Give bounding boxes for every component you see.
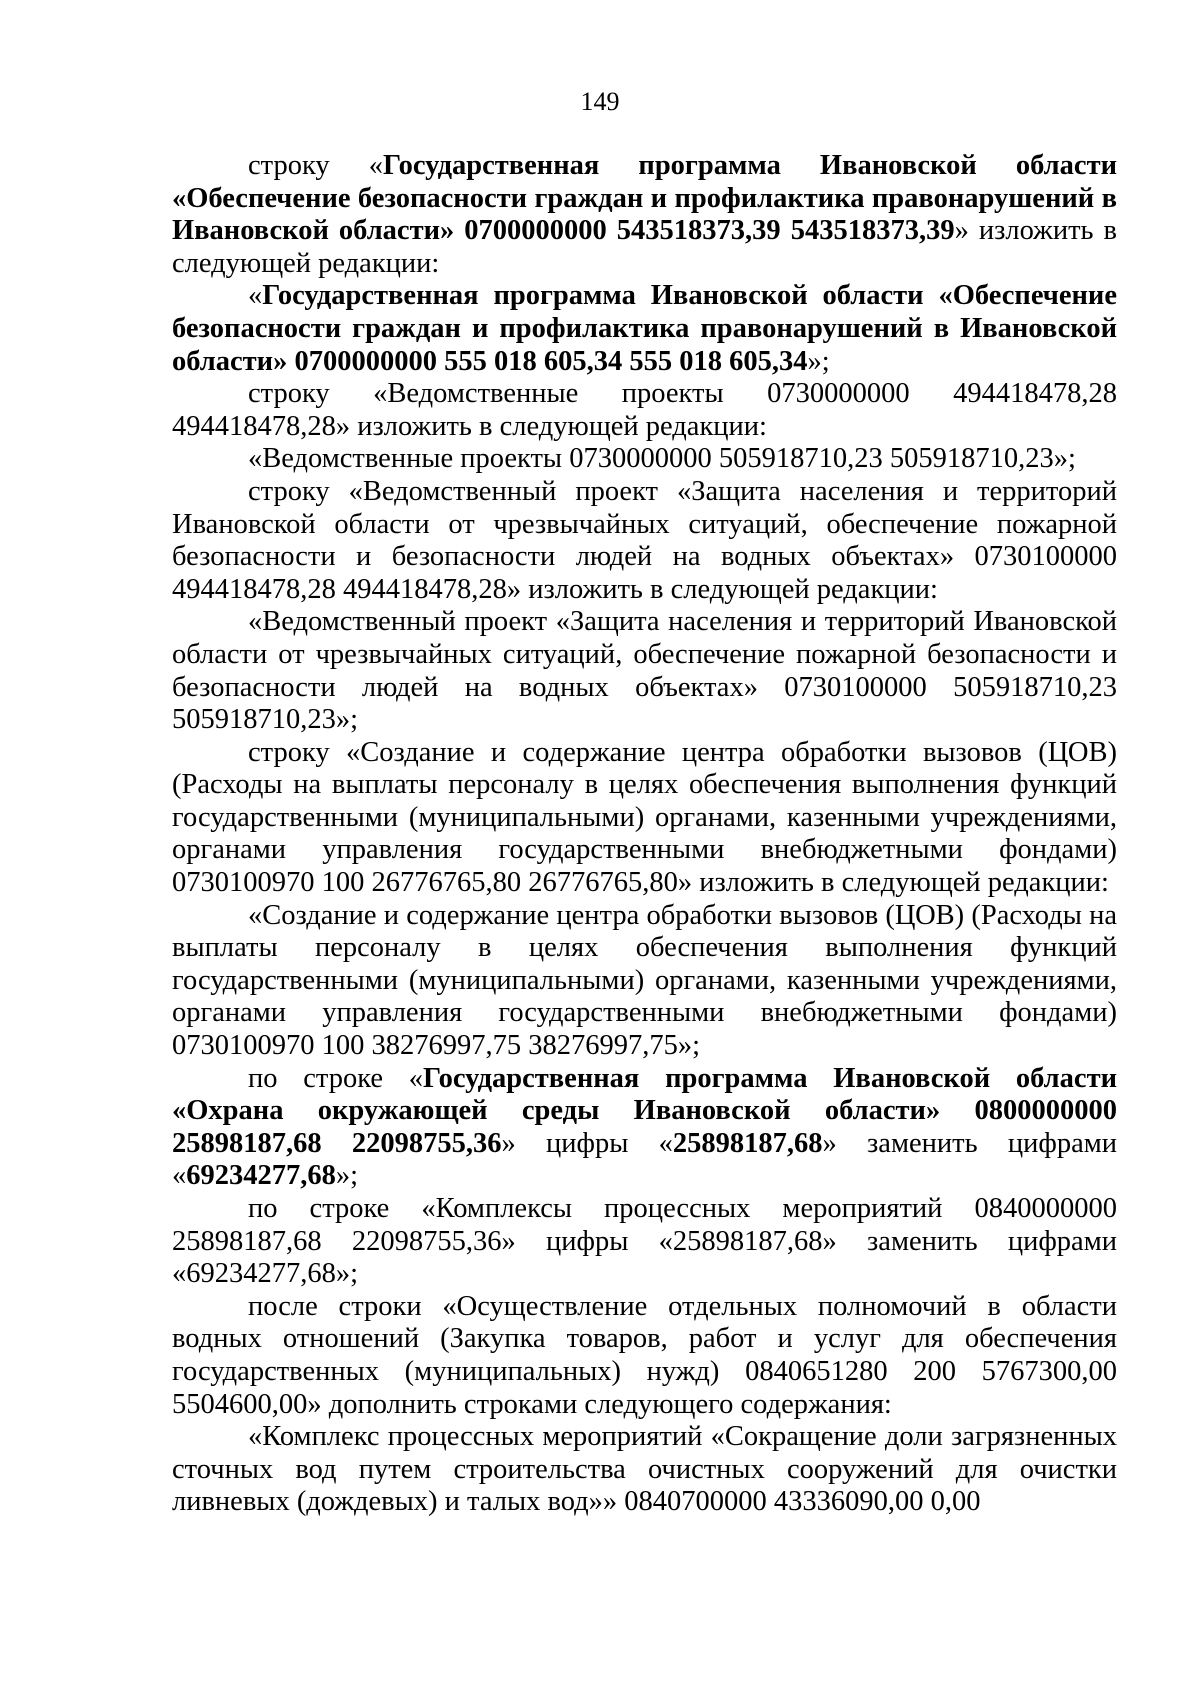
paragraph — [172, 1421, 1117, 1519]
paragraph — [172, 150, 1117, 280]
paragraph — [172, 280, 1117, 378]
text-segment-bold: Государственная программа Ивановской области «Охрана окружающей среды Ивановской области» 0800000000 25898187,68 22098755,36 — [172, 1062, 1117, 1159]
text-segment-bold: 25898187,68 — [672, 1127, 823, 1159]
text-segment: строку «Создание и содержание центра обработки вызовов (ЦОВ) (Расходы на выплаты персоналу в целях обеспечения выполнения функций государственными (муниципальными) органами, казенными учреждениями, органами управления государственными внебюджетными фондами) 0730100970 100 26776765,80 26776765,80» изложить в следующей редакции: — [172, 736, 1117, 899]
text-segment: строку «Ведомственные проекты 0730000000 494418478,28 494418478,28» изложить в следующей редакции: — [172, 378, 1117, 442]
paragraph — [172, 737, 1117, 900]
text-segment-bold: Государственная программа Ивановской области «Обеспечение безопасности граждан и профилактика правонарушений в Ивановской области» 0700000000 543518373,39 543518373,39 — [172, 150, 1117, 247]
text-segment-bold: 69234277,68 — [186, 1160, 336, 1192]
text-segment: по строке « — [248, 1062, 423, 1094]
paragraph — [172, 378, 1117, 443]
text-segment: » цифры « — [501, 1127, 673, 1159]
page-number: 149 — [580, 87, 620, 116]
text-segment: «Комплекс процессных мероприятий «Сокращение доли загрязненных сточных вод путем строительства очистных сооружений для очистки ливневых (дождевых) и талых вод»» 0840700000 43336090,00 0,00 — [172, 1421, 1117, 1518]
text-segment: «Ведомственные проекты 0730000000 505918710,23 505918710,23»; — [248, 443, 1076, 475]
paragraph — [172, 1291, 1117, 1421]
text-segment: «Ведомственный проект «Защита населения и территорий Ивановской области от чрезвычайных ситуаций, обеспечение пожарной безопасности и безопасности людей на водных объектах» 0730100000 505918710,23 505918710,23»; — [172, 606, 1117, 736]
paragraph — [172, 900, 1117, 1063]
paragraph — [172, 1063, 1117, 1193]
text-segment: «Создание и содержание центра обработки вызовов (ЦОВ) (Расходы на выплаты персоналу в целях обеспечения выполнения функций государственными (муниципальными) органами, казенными учреждениями, органами управления государственными внебюджетными фондами) 0730100970 100 38276997,75 38276997,75»; — [172, 899, 1117, 1062]
paragraph — [172, 606, 1117, 736]
text-segment: после строки «Осуществление отдельных полномочий в области водных отношений (Закупка товаров, работ и услуг для обеспечения государственных (муниципальных) нужд) 0840651280 200 5767300,00 5504600,00» дополнить строками следующего содержания: — [172, 1290, 1117, 1420]
text-segment: »; — [807, 345, 830, 377]
text-segment-bold: Государственная программа Ивановской области «Обеспечение безопасности граждан и профилактика правонарушений в Ивановской области» 0700000000 555 018 605,34 555 018 605,34 — [172, 280, 1117, 377]
text-segment: » заменить цифрами « — [172, 1127, 1117, 1192]
text-segment: строку «Ведомственный проект «Защита населения и территорий Ивановской области от чрезвычайных ситуаций, обеспечение пожарной безопасности и безопасности людей на водных объектах» 0730100000 494418478,28 494418478,28» изложить в следующей редакции: — [172, 475, 1117, 605]
text-segment: по строке «Комплексы процессных мероприятий 0840000000 25898187,68 22098755,36» цифры «25898187,68» заменить цифрами «69234277,68»; — [172, 1193, 1117, 1290]
text-segment: строку « — [248, 150, 383, 181]
text-segment: » изложить в следующей редакции: — [172, 215, 1117, 279]
paragraph — [172, 443, 1117, 476]
text-segment: »; — [335, 1160, 359, 1192]
paragraph — [172, 476, 1117, 606]
text-segment: « — [248, 280, 263, 312]
document-body — [172, 150, 1117, 1519]
paragraph — [172, 1193, 1117, 1291]
